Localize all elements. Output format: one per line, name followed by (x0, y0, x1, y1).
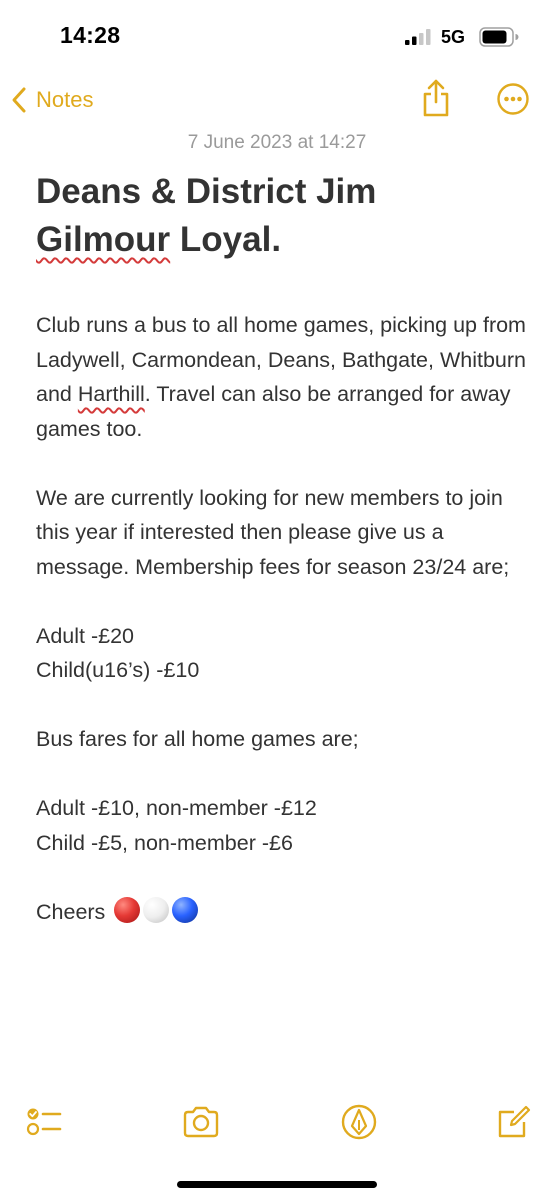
compose-icon[interactable] (494, 1102, 534, 1142)
blank-line (36, 688, 526, 723)
note-body[interactable] (36, 308, 526, 929)
bus-fare-child: Child -£5, non-member -£6 (36, 830, 293, 855)
red-circle-emoji (114, 897, 140, 923)
note-date: 7 June 2023 at 14:27 (187, 132, 367, 153)
home-indicator[interactable] (177, 1181, 377, 1188)
membership-fee-child: Child(u16’s) -£10 (36, 658, 200, 682)
bus-fares-intro: Bus fares for all home games are; (36, 727, 359, 751)
note-title-line1: Deans & District Jim (36, 172, 377, 211)
share-icon[interactable] (420, 78, 452, 118)
more-options-icon[interactable] (496, 82, 530, 116)
closing-text: Cheers (36, 899, 106, 924)
white-circle-emoji (143, 897, 169, 923)
note-paragraph (36, 308, 526, 446)
paragraph-text: Club runs a bus to all home games, picking up from Ladywell, Carmondean, Deans, Bathgate, Whitburn and (36, 313, 526, 406)
navigation-bar (0, 76, 554, 124)
closing-line (36, 895, 526, 930)
blank-line (36, 584, 526, 619)
paragraph-text: . Travel can also be arranged for away games too. (36, 382, 511, 441)
status-bar (0, 0, 554, 72)
back-button[interactable] (10, 82, 93, 118)
blank-line (36, 860, 526, 895)
back-label: Notes (36, 87, 94, 112)
blank-line (36, 757, 526, 792)
bus-fare-adult: Adult -£10, non-member -£12 (36, 796, 317, 820)
chevron-left-icon (10, 86, 28, 114)
blue-circle-emoji (172, 897, 198, 923)
note-paragraph: We are currently looking for new members to join this year if interested then please give us a message. Membership fees for season 23/24 are; (36, 485, 510, 579)
misspelled-word: Gilmour (36, 220, 171, 259)
note-title-line2: Loyal. (170, 220, 282, 259)
status-time: 14:28 (60, 22, 121, 48)
cellular-signal-icon (405, 29, 431, 45)
camera-icon[interactable] (181, 1102, 221, 1142)
misspelled-word: Harthill (77, 382, 145, 406)
markup-pen-icon[interactable] (339, 1102, 379, 1142)
note-title[interactable] (36, 168, 526, 264)
membership-fee-adult: Adult -£20 (36, 623, 135, 648)
bottom-toolbar (0, 1096, 554, 1146)
checklist-icon[interactable] (24, 1102, 64, 1142)
network-type: 5G (441, 27, 466, 47)
battery-icon (479, 27, 519, 47)
blank-line (36, 446, 526, 481)
